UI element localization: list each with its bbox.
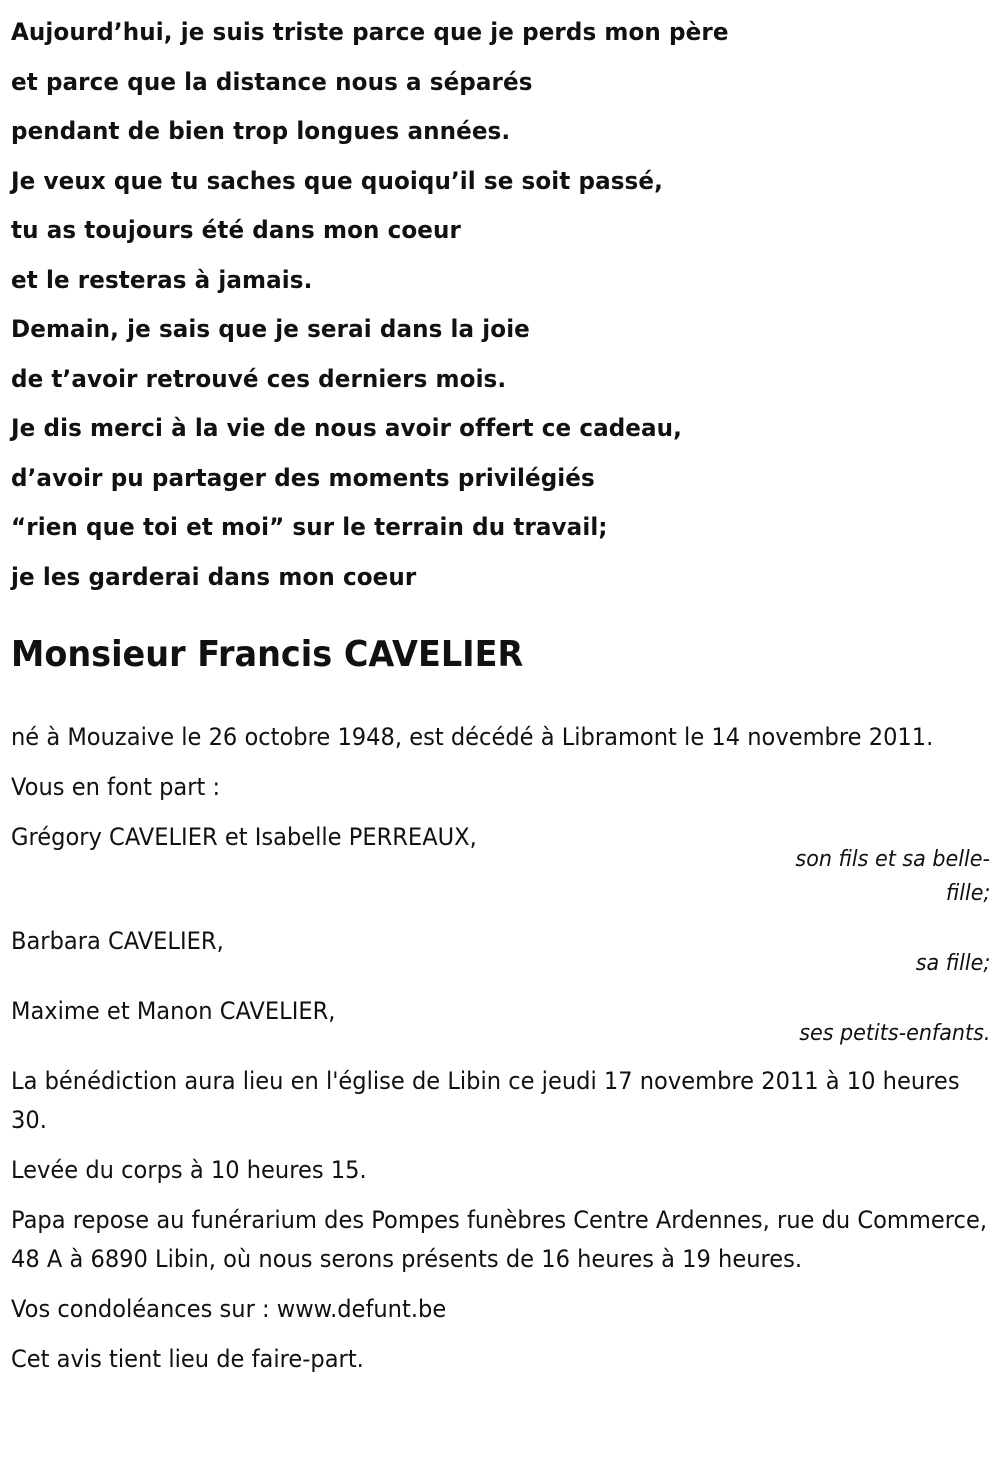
- funeral-home-text: Papa repose au funérarium des Pompes funèbres Centre Ardennes, rue du Commerce, 48 A à 6890 Libin, où nous serons présents de 16 heures à 19 heures.: [11, 1206, 987, 1273]
- family-member-relation: ses petits-enfants.: [798, 1021, 990, 1046]
- poem-line: et le resteras à jamais.: [11, 265, 313, 294]
- family-member: [11, 818, 990, 911]
- poem-line: je les garderai dans mon coeur: [11, 562, 417, 591]
- notice-text: Cet avis tient lieu de faire-part.: [11, 1345, 364, 1373]
- poem-line: “rien que toi et moi” sur le terrain du travail;: [11, 513, 608, 541]
- family-member: [11, 922, 990, 981]
- poem-line: tu as toujours été dans mon coeur: [11, 216, 461, 244]
- family-member-name: Grégory CAVELIER et Isabelle PERREAUX,: [11, 823, 477, 851]
- birth-death-text: né à Mouzaive le 26 octobre 1948, est décédé à Libramont le 14 novembre 2011.: [11, 723, 934, 751]
- poem-line: de t’avoir retrouvé ces derniers mois.: [11, 364, 507, 393]
- condolences-text: Vos condoléances sur : www.defunt.be: [11, 1295, 447, 1323]
- poem-line: Je veux que tu saches que quoiqu’il se soit passé,: [11, 166, 663, 195]
- intro-text: Vous en font part :: [11, 773, 221, 801]
- ceremony-text: La bénédiction aura lieu en l'église de Libin ce jeudi 17 novembre 2011 à 10 heures 30.: [11, 1067, 960, 1134]
- family-member-name: Barbara CAVELIER,: [11, 927, 224, 955]
- poem-line: pendant de bien trop longues années.: [11, 117, 511, 145]
- poem-line: Demain, je sais que je serai dans la joie: [11, 315, 530, 343]
- poem-line: et parce que la distance nous a séparés: [11, 67, 533, 96]
- family-member-relation: sa fille;: [915, 951, 990, 976]
- poem: [11, 0, 990, 602]
- poem-line: Je dis merci à la vie de nous avoir offert ce cadeau,: [11, 414, 683, 442]
- poem-line: d’avoir pu partager des moments privilégiés: [11, 463, 595, 492]
- family-member: [11, 992, 990, 1051]
- family-list: [11, 818, 990, 1051]
- family-member-name: Maxime et Manon CAVELIER,: [11, 997, 336, 1025]
- deceased-name-title: Monsieur Francis CAVELIER: [11, 634, 524, 675]
- poem-line: Aujourd’hui, je suis triste parce que je perds mon père: [11, 18, 729, 46]
- family-member-relation: son fils et sa belle- fille;: [795, 847, 990, 906]
- levee-text: Levée du corps à 10 heures 15.: [11, 1156, 367, 1184]
